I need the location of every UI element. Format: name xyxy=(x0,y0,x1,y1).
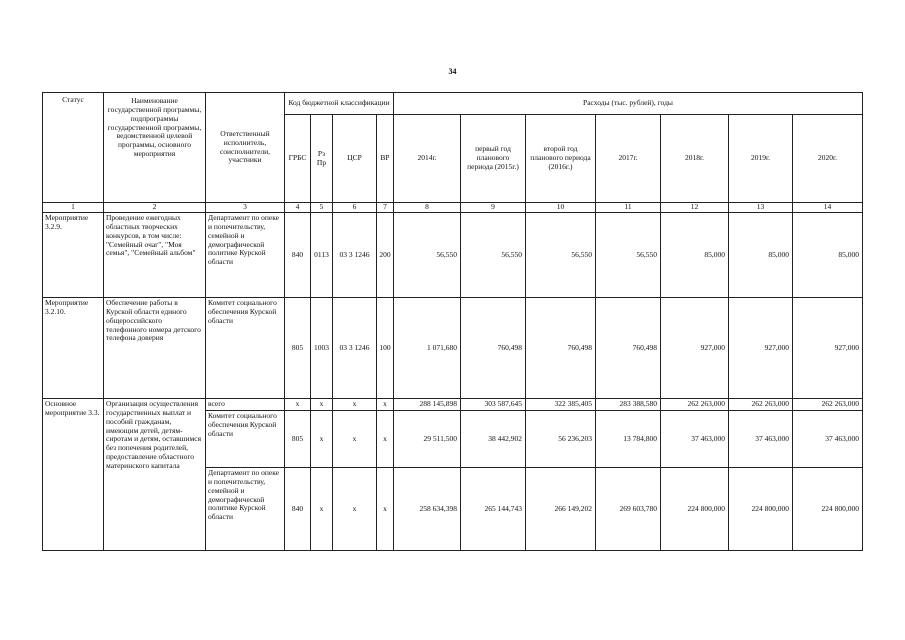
table-row xyxy=(43,298,863,399)
row-value-2015: 56,550 xyxy=(461,213,526,298)
row-vr: 100 xyxy=(377,298,394,399)
header-name: Наименование государственной программы, подпрограммы государственной программы, ведомственной целевой программы, основного мероприятия xyxy=(104,93,206,203)
header-2015: первый год планового периода (2015г.) xyxy=(461,115,526,203)
row-csr: 03 3 1246 xyxy=(333,298,377,399)
row-value-2017: 269 603,780 xyxy=(596,468,661,551)
row-executor: всего xyxy=(206,399,285,411)
table-row xyxy=(43,213,863,298)
row-executor: Департамент по опеке и попечительству, семейной и демографической политике Курской области xyxy=(206,213,285,298)
row-status: Мероприятие 3.2.9. xyxy=(43,213,104,298)
row-value-2016: 56,550 xyxy=(526,213,596,298)
row-name: Проведение ежегодных областных творческих конкурсов, в том числе: "Семейный очаг", "Моя семья", "Семейный альбом" xyxy=(104,213,206,298)
col-number: 3 xyxy=(206,203,285,213)
row-value-2020: 37 463,000 xyxy=(793,411,863,468)
row-csr: х xyxy=(333,411,377,468)
row-name: Обеспечение работы в Курской области единого общероссийского телефонного номера детского телефона доверия xyxy=(104,298,206,399)
row-value-2017: 13 784,800 xyxy=(596,411,661,468)
row-value-2017: 283 388,580 xyxy=(596,399,661,411)
header-budget-code: Код бюджетной классификации xyxy=(285,93,394,115)
row-grbs: 805 xyxy=(285,298,311,399)
header-rzpr: Рз Пр xyxy=(311,115,333,203)
row-value-2017: 56,550 xyxy=(596,213,661,298)
row-value-2015: 760,498 xyxy=(461,298,526,399)
row-vr: х xyxy=(377,468,394,551)
header-2016: второй год планового периода (2016г.) xyxy=(526,115,596,203)
row-vr: х xyxy=(377,411,394,468)
row-value-2016: 266 149,202 xyxy=(526,468,596,551)
main-event-name: Организация осуществления государственных выплат и пособий гражданам, имеющим детей, детям-сиротам и детям, оставшимся без попечения родителей, предоставление областного материнского капитала xyxy=(104,399,206,551)
row-value-2019: 262 263,000 xyxy=(729,399,793,411)
row-vr: 200 xyxy=(377,213,394,298)
header-vr: ВР xyxy=(377,115,394,203)
row-value-2015: 38 442,902 xyxy=(461,411,526,468)
row-grbs: 840 xyxy=(285,468,311,551)
header-expenses: Расходы (тыс. рублей), годы xyxy=(394,93,863,115)
row-value-2019: 37 463,000 xyxy=(729,411,793,468)
col-number: 4 xyxy=(285,203,311,213)
col-number: 7 xyxy=(377,203,394,213)
col-number: 14 xyxy=(793,203,863,213)
row-grbs: 840 xyxy=(285,213,311,298)
row-value-2020: 262 263,000 xyxy=(793,399,863,411)
row-value-2018: 224 800,000 xyxy=(661,468,729,551)
row-csr: х xyxy=(333,468,377,551)
header-2018: 2018г. xyxy=(661,115,729,203)
header-executor: Ответственный исполнитель, соисполнители, участники xyxy=(206,93,285,203)
header-csr: ЦСР xyxy=(333,115,377,203)
row-value-2020: 85,000 xyxy=(793,213,863,298)
row-value-2016: 56 236,203 xyxy=(526,411,596,468)
col-number: 10 xyxy=(526,203,596,213)
row-grbs: 805 xyxy=(285,411,311,468)
row-value-2019: 85,000 xyxy=(729,213,793,298)
row-value-2015: 303 587,645 xyxy=(461,399,526,411)
row-rzpr: х xyxy=(311,468,333,551)
row-value-2017: 760,498 xyxy=(596,298,661,399)
row-value-2015: 265 144,743 xyxy=(461,468,526,551)
row-value-2014: 288 145,898 xyxy=(394,399,461,411)
row-value-2014: 258 634,398 xyxy=(394,468,461,551)
row-rzpr: х xyxy=(311,411,333,468)
header-2014: 2014г. xyxy=(394,115,461,203)
row-rzpr: 0113 xyxy=(311,213,333,298)
header-grbs: ГРБС xyxy=(285,115,311,203)
row-status: Мероприятие 3.2.10. xyxy=(43,298,104,399)
row-rzpr: 1003 xyxy=(311,298,333,399)
page-number: 34 xyxy=(448,67,457,76)
header-2020: 2020г. xyxy=(793,115,863,203)
column-number-row xyxy=(43,203,863,213)
row-value-2020: 224 800,000 xyxy=(793,468,863,551)
row-vr: х xyxy=(377,399,394,411)
row-value-2018: 85,000 xyxy=(661,213,729,298)
row-csr: х xyxy=(333,399,377,411)
row-executor: Комитет социального обеспечения Курской области xyxy=(206,298,285,399)
table-row xyxy=(43,399,863,411)
row-value-2014: 1 071,680 xyxy=(394,298,461,399)
header-2019: 2019г. xyxy=(729,115,793,203)
col-number: 12 xyxy=(661,203,729,213)
row-value-2014: 29 511,500 xyxy=(394,411,461,468)
row-value-2018: 262 263,000 xyxy=(661,399,729,411)
row-value-2016: 760,498 xyxy=(526,298,596,399)
row-csr: 03 3 1246 xyxy=(333,213,377,298)
row-value-2018: 37 463,000 xyxy=(661,411,729,468)
col-number: 5 xyxy=(311,203,333,213)
row-grbs: х xyxy=(285,399,311,411)
budget-table xyxy=(42,92,863,551)
col-number: 1 xyxy=(43,203,104,213)
col-number: 9 xyxy=(461,203,526,213)
row-executor: Комитет социального обеспечения Курской области xyxy=(206,411,285,468)
col-number: 8 xyxy=(394,203,461,213)
row-executor: Департамент по опеке и попечительству, семейной и демографической политике Курской области xyxy=(206,468,285,551)
row-value-2019: 224 800,000 xyxy=(729,468,793,551)
row-value-2019: 927,000 xyxy=(729,298,793,399)
row-value-2014: 56,550 xyxy=(394,213,461,298)
row-value-2018: 927,000 xyxy=(661,298,729,399)
row-value-2020: 927,000 xyxy=(793,298,863,399)
col-number: 2 xyxy=(104,203,206,213)
header-status: Статус xyxy=(43,93,104,203)
col-number: 11 xyxy=(596,203,661,213)
col-number: 13 xyxy=(729,203,793,213)
header-2017: 2017г. xyxy=(596,115,661,203)
row-rzpr: х xyxy=(311,399,333,411)
col-number: 6 xyxy=(333,203,377,213)
main-event-status: Основное мероприятие 3.3. xyxy=(43,399,104,551)
row-value-2016: 322 385,405 xyxy=(526,399,596,411)
